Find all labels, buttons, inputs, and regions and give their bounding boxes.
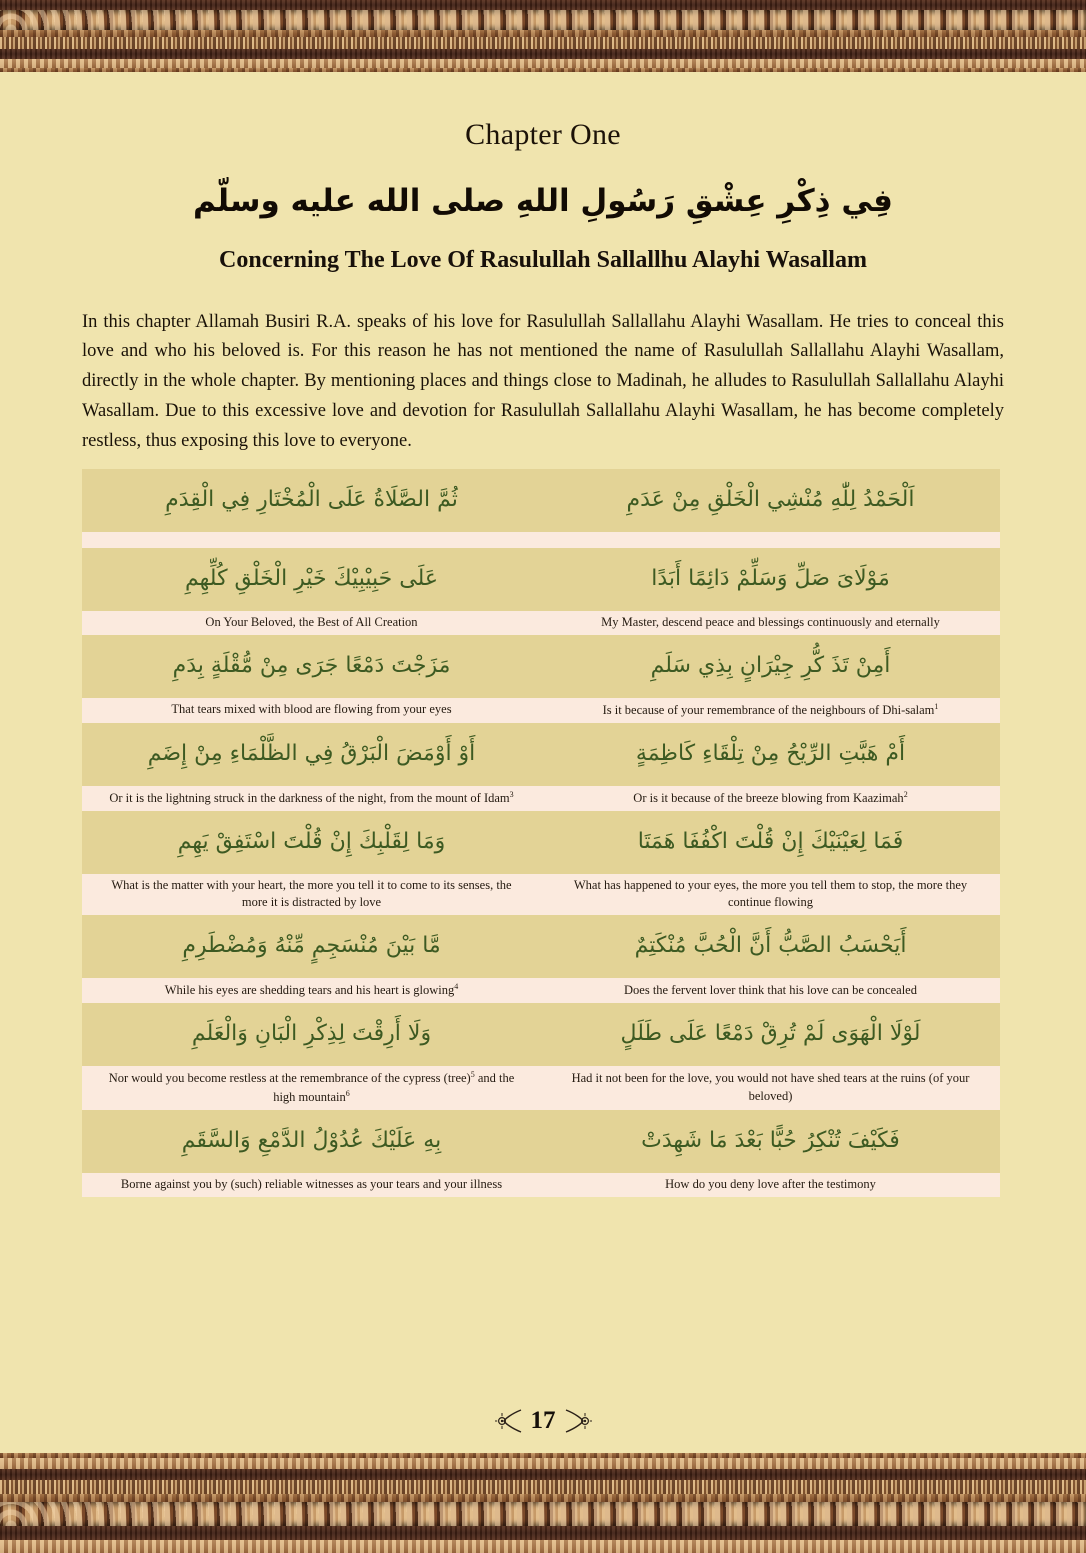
english-chapter-subtitle: Concerning The Love Of Rasulullah Sallallhu Alayhi Wasallam — [219, 246, 867, 273]
translation-text: What is the matter with your heart, the more you tell it to come to its senses, the more it is distracted by love — [111, 877, 512, 910]
arabic-verse-text: لَوْلَا الْهَوَى لَمْ تُرِقْ دَمْعًا عَلَى طَلَلٍ — [620, 1021, 921, 1047]
decorative-border-bottom — [0, 1453, 1086, 1553]
verse-arabic-right-column — [541, 1007, 1000, 1062]
verse-translation-right-column — [541, 979, 1000, 1003]
verse-arabic-right-column — [541, 919, 1000, 974]
arabic-verse-text: فَمَا لِعَيْنَيْكَ إِنْ قُلْتَ اكْفُفَا هَمَتَا — [637, 828, 904, 854]
arabic-verse-text: ثُمَّ الصَّلَاةُ عَلَى الْمُخْتَارِ فِي الْقِدَمِ — [165, 487, 458, 513]
translation-text: Does the fervent lover think that his love can be concealed — [624, 982, 917, 997]
arabic-verse-text: مَّا بَيْنَ مُنْسَجِمٍ مِّنْهُ وَمُضْطَرِمِ — [182, 933, 441, 959]
translation-text: What has happened to your eyes, the more you tell them to stop, the more they continue flowing — [573, 877, 968, 910]
wood-band-light-bottom — [0, 1458, 1086, 1469]
arabic-verse-text: مَوْلَاىَ صَلِّ وَسَلِّمْ دَائِمًا أَبَدًا — [651, 566, 890, 592]
wood-band-base-bottom — [0, 1540, 1086, 1553]
arabic-verse-text: عَلَى حَبِيْبِيْكَ خَيْرِ الْخَلْقِ كُلِّهِمِ — [185, 566, 438, 592]
verse-arabic-band — [82, 811, 1000, 874]
verse-translation-band — [82, 786, 1000, 811]
decorative-border-top — [0, 0, 1086, 72]
verse-translation-left-column — [82, 537, 541, 543]
verse-arabic-right-column — [541, 1114, 1000, 1169]
flourish-right-icon — [562, 1408, 592, 1434]
verse-translation-left-column — [82, 874, 541, 916]
translation-text: Or it is the lightning struck in the darkness of the night, from the mount of Idam$^3$ — [109, 789, 514, 805]
verse-arabic-right-column — [541, 639, 1000, 694]
verse-row — [82, 1110, 1000, 1197]
verse-translation-left-column — [82, 1173, 541, 1197]
verse-arabic-right-column — [541, 473, 1000, 528]
verse-translation-band — [82, 611, 1000, 635]
wood-band-dark-top — [0, 0, 1086, 10]
wood-band-dark2-bottom — [0, 1526, 1086, 1540]
verse-arabic-left-column — [82, 552, 541, 607]
wood-band-dark-bottom — [0, 1469, 1086, 1480]
translation-text: While his eyes are shedding tears and his heart is glowing$^4$ — [164, 982, 459, 998]
verse-translation-band — [82, 874, 1000, 916]
verse-row — [82, 723, 1000, 811]
verse-arabic-band — [82, 548, 1000, 611]
verse-arabic-right-column — [541, 815, 1000, 870]
translation-text: My Master, descend peace and blessings continuously and eternally — [601, 615, 940, 629]
verse-arabic-right-column — [541, 552, 1000, 607]
verse-arabic-band — [82, 469, 1000, 532]
verse-translation-right-column — [541, 611, 1000, 635]
verse-row — [82, 635, 1000, 723]
arabic-verse-text: وَمَا لِقَلْبِكَ إِنْ قُلْتَ اسْتَفِقْ يَهِمِ — [177, 828, 446, 854]
verse-arabic-band — [82, 1110, 1000, 1173]
arabic-verse-text: أَمِنْ تَذَ كُّرِ جِيْرَانٍ بِذِي سَلَمِ — [650, 652, 891, 678]
arabic-verse-text: فَكَيْفَ تُنْكِرُ حُبًّا بَعْدَ مَا شَهِدَتْ — [641, 1127, 900, 1153]
verse-translation-left-column — [82, 698, 541, 722]
verse-arabic-band — [82, 723, 1000, 786]
wood-band-light-top — [0, 59, 1086, 68]
arabic-verse-text: مَزَجْتَ دَمْعًا جَرَى مِنْ مُّقْلَةٍ بِدَمِ — [172, 652, 451, 678]
verse-translation-left-column — [82, 978, 541, 1003]
translation-text: Or is it because of the breeze blowing from Kaazimah$^2$ — [633, 789, 908, 805]
verse-row — [82, 548, 1000, 635]
translation-text: On Your Beloved, the Best of All Creation — [205, 615, 418, 629]
verse-translation-right-column — [541, 1067, 1000, 1109]
page-footer — [0, 1407, 1086, 1435]
verse-translation-right-column — [541, 537, 1000, 543]
verse-table — [82, 469, 1000, 1197]
page-content — [0, 72, 1086, 1453]
verse-translation-band — [82, 978, 1000, 1003]
verse-translation-band — [82, 698, 1000, 723]
verse-arabic-left-column — [82, 815, 541, 870]
wood-band-mid-top — [0, 30, 1086, 37]
arabic-verse-text: بِهِ عَلَيْكَ عُدُوْلُ الدَّمْعِ وَالسَّقَمِ — [181, 1127, 442, 1153]
translation-text: Borne against you by (such) reliable witnesses as your tears and your illness — [120, 1176, 503, 1191]
translation-text — [94, 537, 529, 543]
translation-text: Had it not been for the love, you would not have shed tears at the ruins (of your beloved) — [571, 1071, 970, 1103]
arabic-verse-text: اَلْحَمْدُ لِلّٰهِ مُنْشِي الْخَلْقِ مِنْ عَدَمِ — [626, 487, 915, 513]
verse-row — [82, 469, 1000, 548]
intro-paragraph: In this chapter Allamah Busiri R.A. speaks of his love for Rasulullah Sallallahu Alayhi Wasallam. He tries to conceal this love and who his beloved is. For this reason he has not mentioned the name of Rasulullah Sallallahu Alayhi Wasallam, directly in the whole chapter. By mentioning places and things close to Madinah, he alludes to Rasulullah Sallallahu Alayhi Wasallam. Due to this excessive love and devotion for Rasulullah Sallallahu Alayhi Wasallam, he has become completely restless, thus exposing this love to everyone. — [82, 311, 1004, 452]
arabic-chapter-title: فِي ذِكْرِ عِشْقِ رَسُولِ اللهِ صلى الله عليه وسلّم — [193, 183, 893, 219]
translation-text: Is it because of your remembrance of the neighbours of Dhi-salam$^1$ — [602, 701, 939, 717]
verse-translation-right-column — [541, 874, 1000, 916]
verse-arabic-right-column — [541, 727, 1000, 782]
verse-arabic-left-column — [82, 1114, 541, 1169]
translation-text: How do you deny love after the testimony — [665, 1176, 876, 1191]
translation-text — [553, 537, 988, 543]
verse-translation-left-column — [82, 786, 541, 811]
flourish-left-icon — [495, 1408, 525, 1434]
wood-band-fleck-top — [0, 37, 1086, 49]
verse-row — [82, 1003, 1000, 1110]
verse-translation-left-column — [82, 1066, 541, 1110]
translation-text: That tears mixed with blood are flowing from your eyes — [171, 702, 452, 717]
arabic-verse-text: وَلَا أَرِقْتَ لِذِكْرِ الْبَانِ وَالْعَلَمِ — [191, 1021, 432, 1047]
arabic-verse-text: أَمْ هَبَّتِ الرِّيْحُ مِنْ تِلْقَاءِ كَاظِمَةٍ — [635, 740, 906, 766]
wood-band-fleck-bottom — [0, 1480, 1086, 1494]
verse-translation-left-column — [82, 611, 541, 635]
translation-text: Nor would you become restless at the remembrance of the cypress (tree)$^5$ and the high mountain$^6$ — [108, 1069, 515, 1105]
verse-arabic-band — [82, 635, 1000, 698]
verse-translation-band — [82, 1173, 1000, 1197]
wood-band-dark2-top — [0, 49, 1086, 59]
wood-arch-carving-top — [0, 10, 1086, 30]
wood-band-mid-bottom — [0, 1494, 1086, 1502]
wood-arch-carving-bottom — [0, 1502, 1086, 1526]
verse-translation-right-column — [541, 786, 1000, 811]
verse-arabic-left-column — [82, 473, 541, 528]
verse-translation-band — [82, 1066, 1000, 1110]
page-title: Chapter One — [465, 118, 621, 151]
verse-translation-right-column — [541, 698, 1000, 723]
verse-translation-band — [82, 532, 1000, 548]
verse-row — [82, 811, 1000, 916]
arabic-verse-text: أَيَحْسَبُ الصَّبُّ أَنَّ الْحُبَّ مُنْكَتِمٌ — [634, 933, 907, 959]
page-number: 17 — [530, 1407, 556, 1434]
verse-arabic-band — [82, 915, 1000, 978]
verse-arabic-left-column — [82, 639, 541, 694]
arabic-verse-text: أَوْ أَوْمَضَ الْبَرْقُ فِي الظَّلْمَاءِ مِنْ إِضَمِ — [147, 740, 476, 766]
verse-arabic-band — [82, 1003, 1000, 1066]
verse-row — [82, 915, 1000, 1003]
verse-arabic-left-column — [82, 919, 541, 974]
verse-translation-right-column — [541, 1173, 1000, 1197]
verse-arabic-left-column — [82, 727, 541, 782]
verse-arabic-left-column — [82, 1007, 541, 1062]
